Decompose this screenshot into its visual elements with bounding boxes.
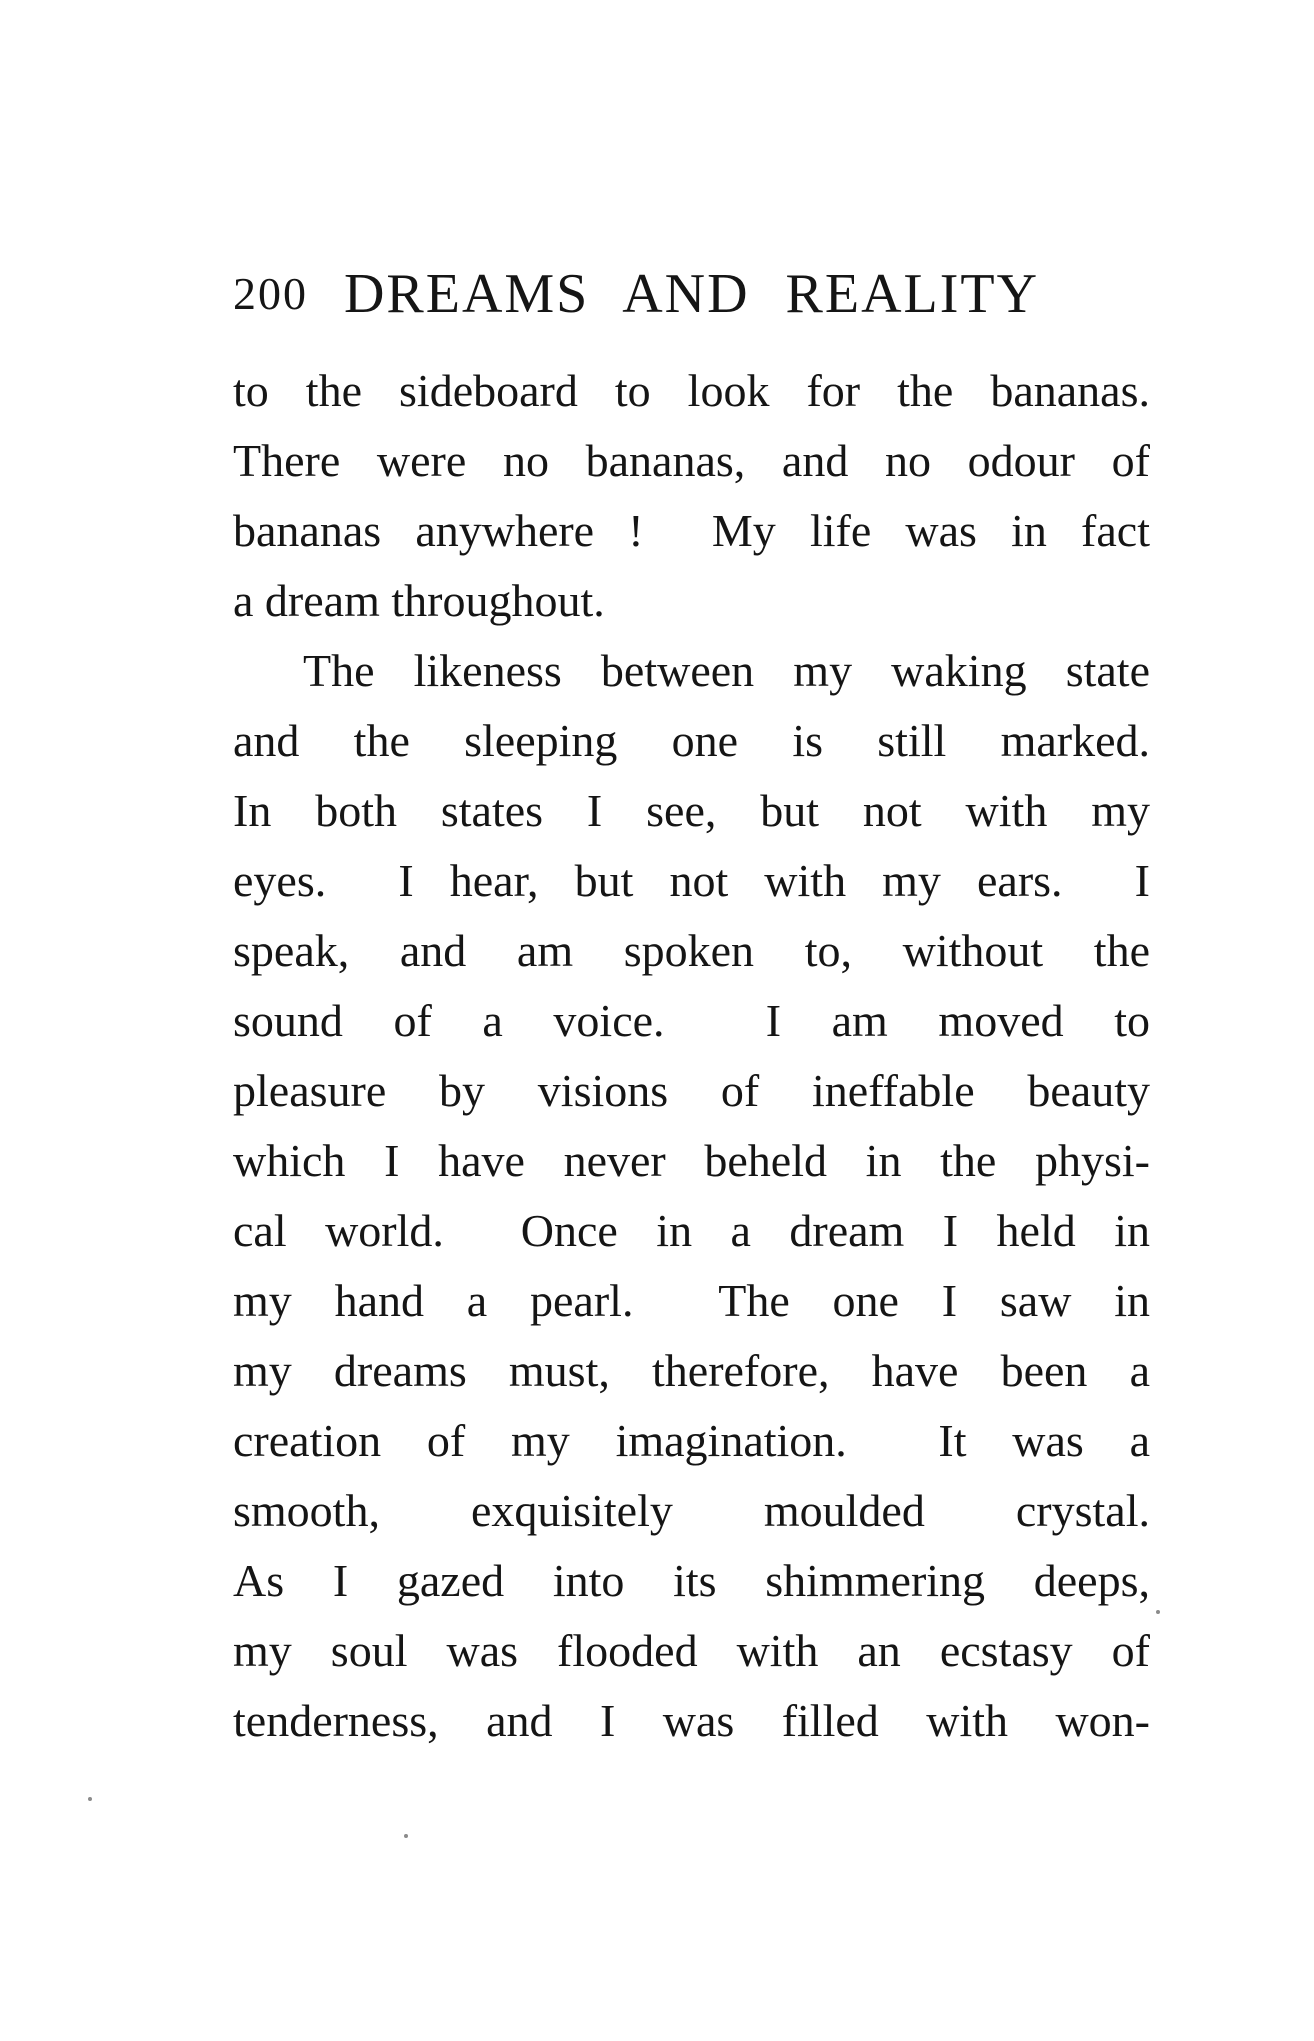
running-title: DREAMS AND REALITY — [343, 263, 1040, 325]
text-line: speak, and am spoken to, without the — [233, 925, 1150, 976]
body-text — [233, 356, 1150, 1756]
text-line: smooth, exquisitely moulded crystal. — [233, 1485, 1150, 1536]
text-line: eyes. I hear, but not with my ears. I — [233, 855, 1150, 906]
text-line: There were no bananas, and no odour of — [233, 435, 1150, 486]
text-line: pleasure by visions of ineffable beauty — [233, 1065, 1150, 1116]
scan-speck — [88, 1797, 92, 1801]
text-line: to the sideboard to look for the bananas. — [233, 365, 1150, 416]
text-line: The likeness between my waking state — [303, 645, 1150, 696]
text-line: cal world. Once in a dream I held in — [233, 1205, 1150, 1256]
page-header — [233, 262, 1150, 332]
scan-speck — [1156, 1610, 1160, 1614]
text-line: creation of my imagination. It was a — [233, 1415, 1150, 1466]
text-line: In both states I see, but not with my — [233, 785, 1150, 836]
text-line: and the sleeping one is still marked. — [233, 715, 1150, 766]
text-line: my soul was flooded with an ecstasy of — [233, 1625, 1150, 1676]
scan-speck — [404, 1834, 408, 1838]
text-line: a dream throughout. — [233, 575, 605, 626]
text-line: my hand a pearl. The one I saw in — [233, 1275, 1150, 1326]
text-line: sound of a voice. I am moved to — [233, 995, 1150, 1046]
text-line: bananas anywhere ! My life was in fact — [233, 505, 1150, 556]
page-number: 200 — [233, 268, 308, 319]
text-line: As I gazed into its shimmering deeps, — [233, 1555, 1150, 1606]
text-line: my dreams must, therefore, have been a — [233, 1345, 1150, 1396]
text-line: tenderness, and I was filled with won- — [233, 1695, 1150, 1746]
text-line: which I have never beheld in the physi- — [233, 1135, 1150, 1186]
